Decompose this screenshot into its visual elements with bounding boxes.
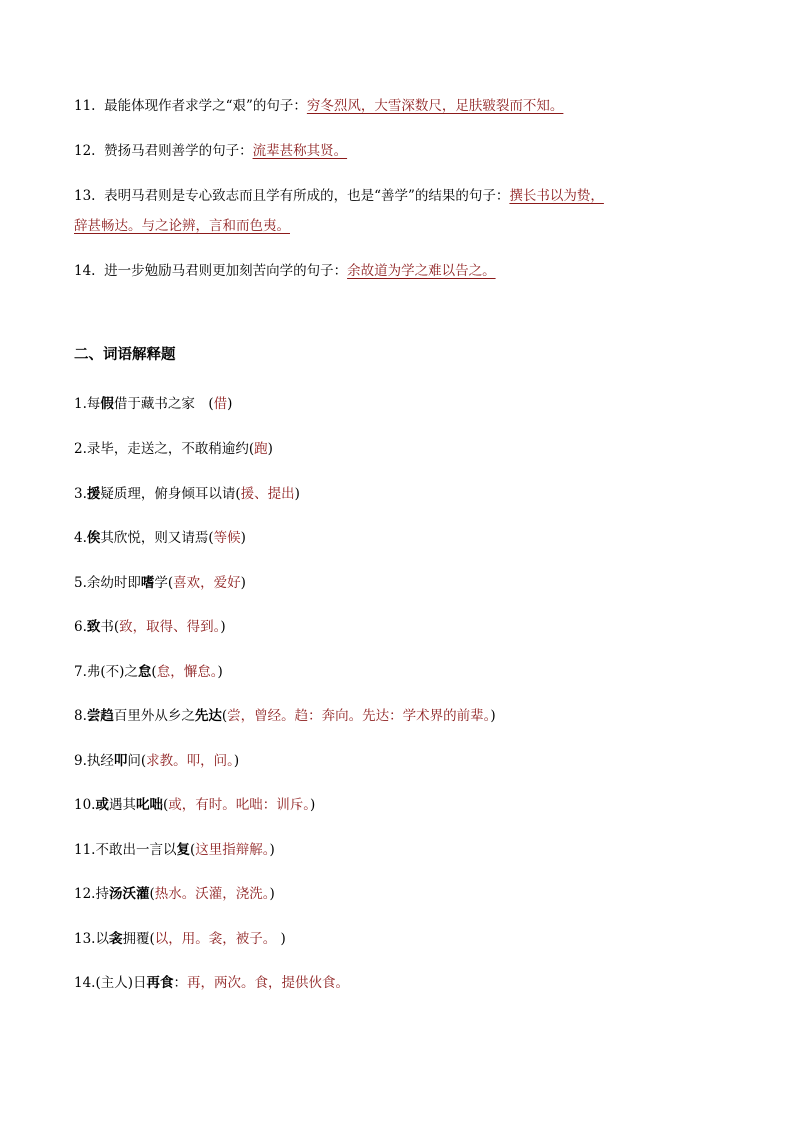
word-item-2 [74,439,273,459]
answer-text: 致，取得、得到。 [119,619,221,635]
keyword-text: 嗜 [140,575,155,591]
keyword-text: 叱咄 [135,797,163,813]
sentence-text: 8. [74,708,87,724]
sentence-text: ) [233,753,240,769]
keyword-text: 先达 [194,708,222,724]
sentence-text: 10. [74,797,96,813]
answer-text: 跑 [254,441,268,457]
answer-text: 辞甚畅达。与之论辨，言和而色夷。 [74,218,290,234]
question-number: 11. [74,98,96,114]
sentence-text: ) [310,797,316,813]
answer-text: 以，用。衾，被子。 [154,931,277,947]
word-item-4 [74,528,246,548]
answer-text: 尝，曾经。趋：奔向。先达：学术界的前辈。 [227,708,491,724]
sentence-text: ) [490,708,496,724]
question-14 [74,261,496,281]
keyword-text: 沃灌 [122,886,150,902]
sentence-text: 4. [74,530,87,546]
sentence-text: ( [162,797,169,813]
answer-text: 怠，懈怠。 [156,664,218,680]
sentence-text: ) [220,619,226,635]
word-item-11 [74,840,275,860]
sentence-text: ) [294,486,300,502]
word-item-5 [74,573,246,593]
word-item-6 [74,617,226,637]
answer-text: 热水。沃灌，浇洗。 [154,886,270,902]
sentence-text: ) [227,396,233,412]
word-item-8 [74,706,496,726]
sentence-text: ( [189,842,196,858]
keyword-text: 叩 [113,753,128,769]
keyword-text: 俟 [86,530,101,546]
answer-text: 求教。叩，问。 [146,753,234,769]
sentence-text: 12.持 [74,886,109,902]
word-item-3 [74,484,300,504]
keyword-text: 再食 [146,975,174,991]
answer-text: 援、提出 [240,486,295,502]
answer-text: 撰长书以为贽， [509,188,604,204]
sentence-text: 3. [74,486,87,502]
sentence-text: 5.余幼时即 [74,575,141,591]
question-number: 12. [74,143,96,159]
sentence-text: 1.每 [74,396,101,412]
word-item-1 [74,394,232,414]
keyword-text: 汤 [108,886,123,902]
sentence-text: 百里外从乡之 [113,708,195,724]
sentence-text: 遇其 [108,797,136,813]
answer-text: 这里指辩解。 [195,842,270,858]
word-item-10 [74,795,315,815]
keyword-text: 或 [95,797,109,813]
question-text: 最能体现作者求学之“艰”的句子： [104,98,307,114]
question-number: 13. [74,188,96,204]
keyword-text: 假 [100,396,114,412]
question-number: 14. [74,263,96,279]
sentence-text: ) [269,842,275,858]
sentence-text: 学( [154,575,174,591]
sentence-text: 借于藏书之家 ( [113,396,214,412]
keyword-text: 援 [86,486,101,502]
sentence-text: ) [240,575,246,591]
question-13-continued [74,216,290,236]
word-item-7 [74,662,223,682]
question-text: 赞扬马君则善学的句子： [104,143,253,159]
question-text: 进一步勉励马君则更加刻苦向学的句子： [104,263,348,279]
sentence-text: ( [149,886,155,902]
keyword-text: 致 [86,619,101,635]
sentence-text: 6. [74,619,87,635]
sentence-text: 疑质理，俯身倾耳以请( [100,486,241,502]
answer-text: 流辈甚称其贤。 [252,143,348,159]
answer-text: 再，两次。食，提供伙食。 [187,975,350,991]
sentence-text: 2.录毕，走送之，不敢稍逾约( [74,441,255,457]
sentence-text: 13.以 [74,931,109,947]
keyword-text: 怠 [137,664,152,680]
sentence-text: 其欣悦，则又请焉( [100,530,214,546]
section-heading: 二、词语解释题 [74,347,176,363]
sentence-text: ： [173,975,188,991]
word-item-13 [74,929,286,949]
word-item-9 [74,751,239,771]
question-11 [74,96,563,116]
word-item-12 [74,884,275,904]
answer-text: 余故道为学之难以告之。 [347,263,496,279]
answer-text: 穷冬烈风，大雪深数尺，足肤皲裂而不知。 [306,98,564,114]
sentence-text: 7.弗(不)之 [74,664,138,680]
question-text: 表明马君则是专心致志而且学有所成的，也是“善学”的结果的句子： [104,188,510,204]
sentence-text: 书( [100,619,120,635]
sentence-text: ( [221,708,228,724]
sentence-text: 9.执经 [74,753,114,769]
word-item-14 [74,973,349,993]
sentence-text: ( [151,664,157,680]
sentence-text: 11.不敢出一言以 [74,842,177,858]
keyword-text: 尝趋 [86,708,114,724]
question-12 [74,141,347,161]
sentence-text: ) [217,664,223,680]
sentence-text: ) [276,931,286,947]
question-13 [74,186,604,206]
keyword-text: 衾 [108,931,123,947]
sentence-text: ) [267,441,273,457]
answer-text: 喜欢，爱好 [173,575,241,591]
answer-text: 借 [213,396,228,412]
sentence-text: 14.(主人)日 [74,975,147,991]
keyword-text: 复 [176,842,190,858]
sentence-text: 问( [127,753,147,769]
answer-text: 或，有时。叱咄：训斥。 [168,797,311,813]
answer-text: 等候 [213,530,241,546]
sentence-text: ) [240,530,246,546]
sentence-text: ) [269,886,275,902]
sentence-text: 拥覆( [122,931,155,947]
